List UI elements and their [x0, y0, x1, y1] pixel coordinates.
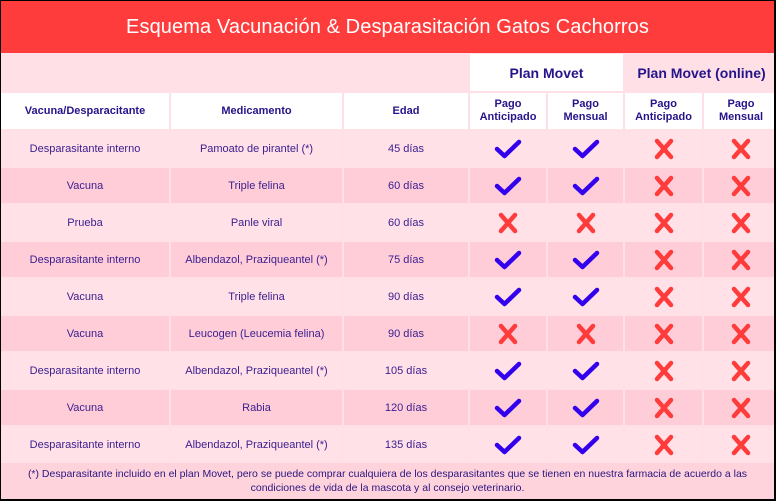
cell-type: Desparasitante interno	[1, 427, 169, 462]
cell-mark	[704, 390, 776, 425]
table-row	[1, 279, 776, 314]
check-icon	[572, 175, 600, 197]
column-header-medication: Medicamento	[171, 93, 342, 129]
cross-icon	[727, 175, 755, 197]
cross-icon	[727, 286, 755, 308]
cell-mark	[625, 131, 702, 166]
cross-icon	[650, 175, 678, 197]
cell-medication: Albendazol, Praziqueantel (*)	[171, 353, 342, 388]
cross-icon	[572, 212, 600, 234]
cell-medication: Triple felina	[171, 168, 342, 203]
plan-movet-header: Plan Movet	[470, 54, 623, 91]
column-header-age: Edad	[344, 93, 468, 129]
cell-type: Desparasitante interno	[1, 242, 169, 277]
cell-mark	[625, 168, 702, 203]
cell-type: Desparasitante interno	[1, 131, 169, 166]
cell-medication: Albendazol, Praziqueantel (*)	[171, 242, 342, 277]
cell-mark	[625, 205, 702, 240]
cell-medication: Leucogen (Leucemia felina)	[171, 316, 342, 351]
cell-mark	[704, 427, 776, 462]
column-header-online-prepaid	[625, 93, 702, 129]
cell-mark	[470, 205, 546, 240]
cell-mark	[470, 316, 546, 351]
cross-icon	[727, 360, 755, 382]
cell-mark	[470, 427, 546, 462]
header-line-1: Pago	[572, 98, 599, 110]
cross-icon	[650, 212, 678, 234]
cell-age: 60 días	[344, 205, 468, 240]
cell-mark	[704, 279, 776, 314]
cell-mark	[548, 131, 623, 166]
column-header-movet-monthly	[548, 93, 623, 129]
schedule-rows	[1, 131, 776, 462]
table-row	[1, 131, 776, 166]
cell-mark	[470, 168, 546, 203]
column-header-online-monthly	[704, 93, 776, 129]
cross-icon	[650, 434, 678, 456]
cell-age: 90 días	[344, 279, 468, 314]
check-icon	[572, 397, 600, 419]
cell-mark	[625, 427, 702, 462]
cross-icon	[727, 397, 755, 419]
plan-movet-online-header: Plan Movet (online)	[625, 54, 776, 91]
cell-mark	[548, 279, 623, 314]
cell-mark	[625, 353, 702, 388]
cross-icon	[727, 212, 755, 234]
check-icon	[494, 138, 522, 160]
cell-mark	[625, 279, 702, 314]
cell-age: 60 días	[344, 168, 468, 203]
check-icon	[494, 360, 522, 382]
check-icon	[572, 286, 600, 308]
cell-mark	[470, 390, 546, 425]
cross-icon	[494, 212, 522, 234]
check-icon	[572, 360, 600, 382]
cell-medication: Albendazol, Praziqueantel (*)	[171, 427, 342, 462]
cell-mark	[704, 353, 776, 388]
cell-type: Desparasitante interno	[1, 353, 169, 388]
table-row	[1, 390, 776, 425]
cell-medication: Rabia	[171, 390, 342, 425]
cell-mark	[470, 131, 546, 166]
cell-mark	[704, 131, 776, 166]
plan-header-spacer	[1, 54, 468, 91]
footnote: (*) Desparasitante incluido en el plan Movet, pero se puede comprar cualquiera de los desparasitantes que se tienen en nuestra farmacia de acuerdo a las condiciones de vida de la mascota y al consejo veterinario.	[1, 463, 774, 499]
cell-mark	[625, 316, 702, 351]
cross-icon	[650, 138, 678, 160]
check-icon	[572, 434, 600, 456]
cell-medication: Triple felina	[171, 279, 342, 314]
cell-mark	[548, 168, 623, 203]
check-icon	[572, 249, 600, 271]
cell-age: 45 días	[344, 131, 468, 166]
cell-type: Vacuna	[1, 168, 169, 203]
cross-icon	[727, 434, 755, 456]
check-icon	[494, 286, 522, 308]
cell-mark	[548, 242, 623, 277]
header-line-2: Mensual	[718, 111, 763, 123]
cell-mark	[470, 242, 546, 277]
cross-icon	[494, 323, 522, 345]
page-title: Esquema Vacunación & Desparasitación Gatos Cachorros	[1, 1, 774, 53]
cross-icon	[650, 286, 678, 308]
check-icon	[572, 138, 600, 160]
cell-medication: Panle viral	[171, 205, 342, 240]
header-line-2: Anticipado	[479, 111, 537, 123]
header-line-2: Anticipado	[635, 111, 692, 123]
cell-age: 75 días	[344, 242, 468, 277]
table-row	[1, 205, 776, 240]
column-header-type: Vacuna/Desparacitante	[1, 93, 169, 129]
cross-icon	[650, 397, 678, 419]
table-row	[1, 168, 776, 203]
cell-mark	[470, 353, 546, 388]
plan-header-row	[1, 54, 776, 91]
cell-medication: Pamoato de pirantel (*)	[171, 131, 342, 166]
cell-mark	[548, 390, 623, 425]
cell-age: 90 días	[344, 316, 468, 351]
check-icon	[494, 249, 522, 271]
header-line-1: Pago	[650, 98, 677, 110]
cell-mark	[625, 242, 702, 277]
header-line-2: Mensual	[563, 111, 608, 123]
cell-mark	[548, 427, 623, 462]
cross-icon	[727, 249, 755, 271]
column-header-movet-prepaid	[470, 93, 546, 129]
cell-mark	[704, 316, 776, 351]
header-line-1: Pago	[727, 98, 755, 110]
cell-type: Vacuna	[1, 390, 169, 425]
check-icon	[494, 397, 522, 419]
cell-type: Vacuna	[1, 316, 169, 351]
cross-icon	[650, 249, 678, 271]
cell-mark	[704, 168, 776, 203]
cell-mark	[704, 242, 776, 277]
column-header-row	[1, 93, 776, 129]
cell-mark	[548, 316, 623, 351]
schedule-table	[0, 52, 776, 464]
cross-icon	[727, 138, 755, 160]
check-icon	[494, 175, 522, 197]
cross-icon	[650, 323, 678, 345]
check-icon	[494, 434, 522, 456]
cell-mark	[625, 390, 702, 425]
cell-type: Vacuna	[1, 279, 169, 314]
cell-mark	[548, 353, 623, 388]
table-row	[1, 427, 776, 462]
cell-mark	[548, 205, 623, 240]
cross-icon	[727, 323, 755, 345]
cell-age: 120 días	[344, 390, 468, 425]
cross-icon	[650, 360, 678, 382]
table-row	[1, 316, 776, 351]
cell-age: 105 días	[344, 353, 468, 388]
table-row	[1, 242, 776, 277]
table-row	[1, 353, 776, 388]
cell-age: 135 días	[344, 427, 468, 462]
cell-mark	[704, 205, 776, 240]
cell-mark	[470, 279, 546, 314]
cell-type: Prueba	[1, 205, 169, 240]
header-line-1: Pago	[494, 98, 522, 110]
cross-icon	[572, 323, 600, 345]
